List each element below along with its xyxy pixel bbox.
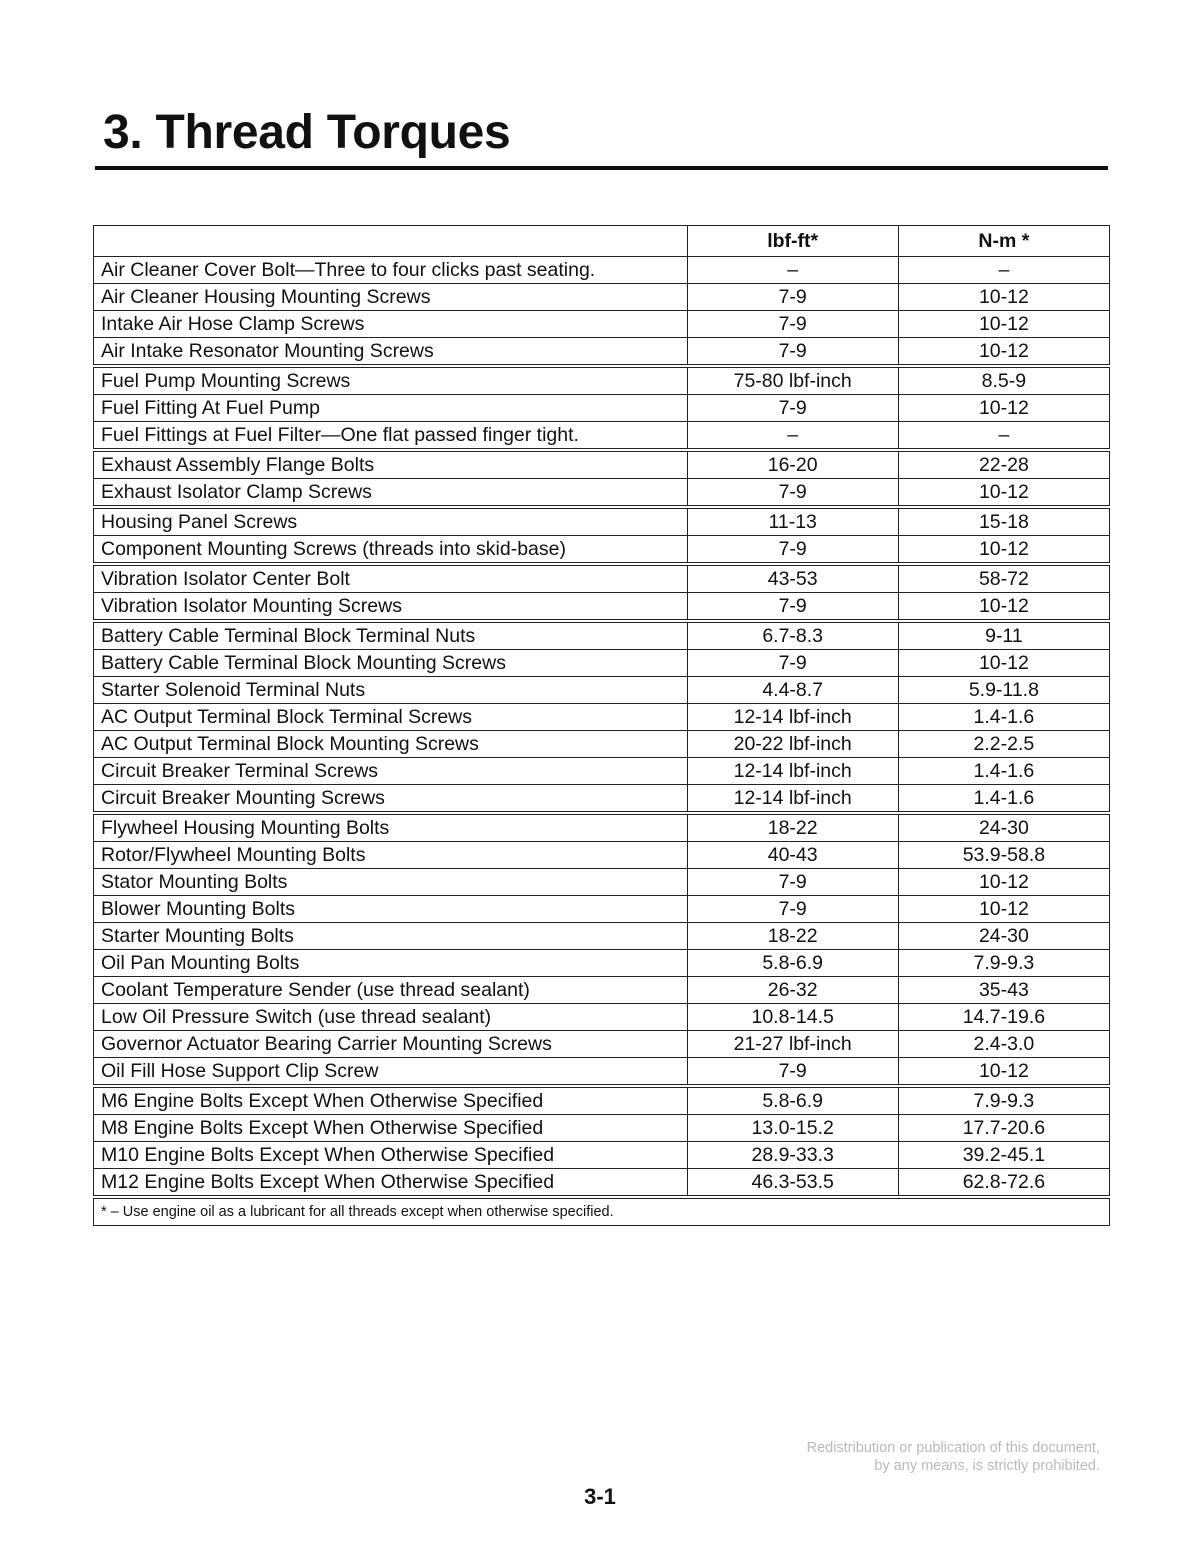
row-lbf-ft: 6.7-8.3	[687, 621, 898, 650]
row-n-m: 35-43	[898, 977, 1109, 1004]
row-description: M12 Engine Bolts Except When Otherwise Specified	[94, 1169, 688, 1198]
row-n-m: 10-12	[898, 1058, 1109, 1087]
row-description: Vibration Isolator Mounting Screws	[94, 593, 688, 622]
row-n-m: 10-12	[898, 479, 1109, 508]
row-n-m: 24-30	[898, 923, 1109, 950]
row-description: AC Output Terminal Block Mounting Screws	[94, 731, 688, 758]
header-lbf-ft: lbf-ft*	[687, 226, 898, 257]
table-row	[94, 1142, 1110, 1169]
table-row	[94, 450, 1110, 479]
row-description: Oil Fill Hose Support Clip Screw	[94, 1058, 688, 1087]
redistribution-notice	[807, 1439, 1100, 1475]
row-lbf-ft: 12-14 lbf-inch	[687, 758, 898, 785]
row-lbf-ft: 7-9	[687, 395, 898, 422]
row-lbf-ft: 7-9	[687, 869, 898, 896]
row-description: Starter Mounting Bolts	[94, 923, 688, 950]
row-lbf-ft: 18-22	[687, 813, 898, 842]
table-row	[94, 422, 1110, 451]
row-description: M8 Engine Bolts Except When Otherwise Specified	[94, 1115, 688, 1142]
row-description: Battery Cable Terminal Block Mounting Screws	[94, 650, 688, 677]
table-row	[94, 338, 1110, 367]
row-lbf-ft: 7-9	[687, 593, 898, 622]
row-n-m: 10-12	[898, 536, 1109, 565]
row-description: M10 Engine Bolts Except When Otherwise Specified	[94, 1142, 688, 1169]
table-row	[94, 621, 1110, 650]
table-row	[94, 869, 1110, 896]
row-description: Stator Mounting Bolts	[94, 869, 688, 896]
row-n-m: 1.4-1.6	[898, 704, 1109, 731]
row-lbf-ft: 21-27 lbf-inch	[687, 1031, 898, 1058]
row-n-m: 7.9-9.3	[898, 1086, 1109, 1115]
row-lbf-ft: 12-14 lbf-inch	[687, 785, 898, 814]
table-row	[94, 813, 1110, 842]
table-row	[94, 311, 1110, 338]
thread-torque-table	[93, 225, 1110, 1226]
row-n-m: –	[898, 422, 1109, 451]
row-description: Battery Cable Terminal Block Terminal Nuts	[94, 621, 688, 650]
row-description: Blower Mounting Bolts	[94, 896, 688, 923]
row-n-m: –	[898, 257, 1109, 284]
row-lbf-ft: 7-9	[687, 479, 898, 508]
row-n-m: 15-18	[898, 507, 1109, 536]
row-n-m: 7.9-9.3	[898, 950, 1109, 977]
row-lbf-ft: 5.8-6.9	[687, 950, 898, 977]
table-row	[94, 731, 1110, 758]
row-lbf-ft: 40-43	[687, 842, 898, 869]
row-lbf-ft: 18-22	[687, 923, 898, 950]
row-n-m: 58-72	[898, 564, 1109, 593]
row-lbf-ft: 7-9	[687, 338, 898, 367]
row-lbf-ft: 10.8-14.5	[687, 1004, 898, 1031]
row-description: Air Cleaner Cover Bolt—Three to four clicks past seating.	[94, 257, 688, 284]
row-n-m: 10-12	[898, 650, 1109, 677]
table-row	[94, 923, 1110, 950]
row-n-m: 24-30	[898, 813, 1109, 842]
table-row	[94, 785, 1110, 814]
row-lbf-ft: 28.9-33.3	[687, 1142, 898, 1169]
table-row	[94, 479, 1110, 508]
row-n-m: 17.7-20.6	[898, 1115, 1109, 1142]
table-row	[94, 593, 1110, 622]
row-n-m: 10-12	[898, 395, 1109, 422]
row-n-m: 62.8-72.6	[898, 1169, 1109, 1198]
table-row	[94, 257, 1110, 284]
row-lbf-ft: 20-22 lbf-inch	[687, 731, 898, 758]
row-description: Vibration Isolator Center Bolt	[94, 564, 688, 593]
row-lbf-ft: 46.3-53.5	[687, 1169, 898, 1198]
row-lbf-ft: 7-9	[687, 1058, 898, 1087]
row-description: Fuel Pump Mounting Screws	[94, 366, 688, 395]
table-row	[94, 977, 1110, 1004]
row-n-m: 1.4-1.6	[898, 758, 1109, 785]
row-description: Exhaust Isolator Clamp Screws	[94, 479, 688, 508]
table-row	[94, 896, 1110, 923]
table-row	[94, 284, 1110, 311]
row-n-m: 53.9-58.8	[898, 842, 1109, 869]
header-n-m: N-m *	[898, 226, 1109, 257]
row-n-m: 39.2-45.1	[898, 1142, 1109, 1169]
row-lbf-ft: 7-9	[687, 896, 898, 923]
row-lbf-ft: 12-14 lbf-inch	[687, 704, 898, 731]
table-row	[94, 564, 1110, 593]
row-description: Circuit Breaker Terminal Screws	[94, 758, 688, 785]
row-description: AC Output Terminal Block Terminal Screws	[94, 704, 688, 731]
table-row	[94, 1169, 1110, 1198]
row-lbf-ft: 43-53	[687, 564, 898, 593]
row-description: Flywheel Housing Mounting Bolts	[94, 813, 688, 842]
row-lbf-ft: 16-20	[687, 450, 898, 479]
row-n-m: 10-12	[898, 338, 1109, 367]
row-lbf-ft: 75-80 lbf-inch	[687, 366, 898, 395]
row-description: Intake Air Hose Clamp Screws	[94, 311, 688, 338]
table-row	[94, 366, 1110, 395]
title-rule	[95, 166, 1108, 170]
row-description: Circuit Breaker Mounting Screws	[94, 785, 688, 814]
row-description: Low Oil Pressure Switch (use thread sealant)	[94, 1004, 688, 1031]
row-lbf-ft: 7-9	[687, 650, 898, 677]
row-lbf-ft: 11-13	[687, 507, 898, 536]
table-footnote: * – Use engine oil as a lubricant for all threads except when otherwise specified.	[94, 1197, 1110, 1226]
row-description: Fuel Fitting At Fuel Pump	[94, 395, 688, 422]
row-lbf-ft: –	[687, 422, 898, 451]
row-lbf-ft: 7-9	[687, 311, 898, 338]
row-description: Air Cleaner Housing Mounting Screws	[94, 284, 688, 311]
table-row	[94, 395, 1110, 422]
table-row	[94, 536, 1110, 565]
row-description: Rotor/Flywheel Mounting Bolts	[94, 842, 688, 869]
row-lbf-ft: 4.4-8.7	[687, 677, 898, 704]
row-description: Governor Actuator Bearing Carrier Mounting Screws	[94, 1031, 688, 1058]
row-n-m: 9-11	[898, 621, 1109, 650]
notice-line-1: Redistribution or publication of this document,	[806, 1440, 1100, 1456]
row-description: Fuel Fittings at Fuel Filter—One flat passed finger tight.	[94, 422, 688, 451]
row-n-m: 10-12	[898, 896, 1109, 923]
page-title: 3. Thread Torques	[103, 106, 511, 159]
table-header-row	[94, 226, 1110, 257]
row-description: Exhaust Assembly Flange Bolts	[94, 450, 688, 479]
row-lbf-ft: 5.8-6.9	[687, 1086, 898, 1115]
table-row	[94, 1031, 1110, 1058]
row-n-m: 2.4-3.0	[898, 1031, 1109, 1058]
table-row	[94, 1086, 1110, 1115]
table-row	[94, 1115, 1110, 1142]
row-description: Air Intake Resonator Mounting Screws	[94, 338, 688, 367]
row-lbf-ft: –	[687, 257, 898, 284]
table-row	[94, 758, 1110, 785]
row-description: Component Mounting Screws (threads into skid-base)	[94, 536, 688, 565]
table-row	[94, 842, 1110, 869]
row-n-m: 8.5-9	[898, 366, 1109, 395]
row-lbf-ft: 13.0-15.2	[687, 1115, 898, 1142]
row-n-m: 10-12	[898, 593, 1109, 622]
table-row	[94, 950, 1110, 977]
row-description: M6 Engine Bolts Except When Otherwise Specified	[94, 1086, 688, 1115]
table-footnote-row	[94, 1197, 1110, 1226]
notice-line-2: by any means, is strictly prohibited.	[874, 1458, 1100, 1474]
row-n-m: 1.4-1.6	[898, 785, 1109, 814]
row-description: Coolant Temperature Sender (use thread sealant)	[94, 977, 688, 1004]
table-row	[94, 704, 1110, 731]
table-row	[94, 507, 1110, 536]
row-description: Housing Panel Screws	[94, 507, 688, 536]
row-n-m: 10-12	[898, 869, 1109, 896]
row-n-m: 10-12	[898, 311, 1109, 338]
row-n-m: 5.9-11.8	[898, 677, 1109, 704]
page-number: 3-1	[584, 1484, 616, 1509]
table-body	[94, 257, 1110, 1198]
row-n-m: 10-12	[898, 284, 1109, 311]
table-row	[94, 1004, 1110, 1031]
row-lbf-ft: 7-9	[687, 284, 898, 311]
row-description: Starter Solenoid Terminal Nuts	[94, 677, 688, 704]
row-n-m: 14.7-19.6	[898, 1004, 1109, 1031]
row-description: Oil Pan Mounting Bolts	[94, 950, 688, 977]
header-description	[94, 226, 688, 257]
table-row	[94, 650, 1110, 677]
row-lbf-ft: 26-32	[687, 977, 898, 1004]
row-n-m: 2.2-2.5	[898, 731, 1109, 758]
table-row	[94, 1058, 1110, 1087]
row-n-m: 22-28	[898, 450, 1109, 479]
table-row	[94, 677, 1110, 704]
row-lbf-ft: 7-9	[687, 536, 898, 565]
